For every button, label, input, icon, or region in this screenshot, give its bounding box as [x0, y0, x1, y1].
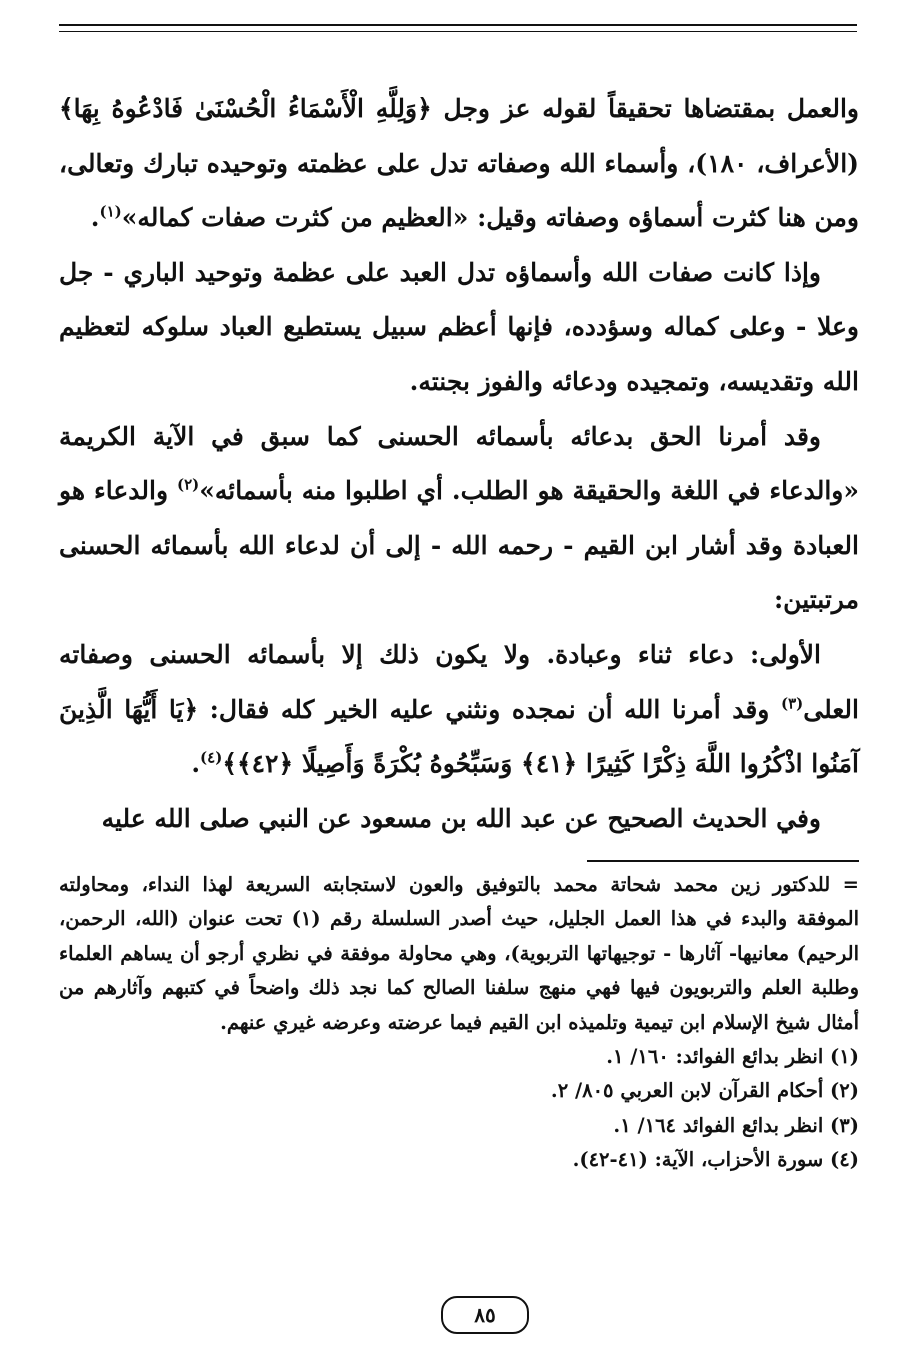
footnote-ref: (١) [99, 202, 122, 221]
text-span: وقد أمرنا الحق بدعائه بأسمائه الحسنى كما سبق في الآية الكريمة «والدعاء في اللغة والحقيقة هو الطلب. أي اطلبوا منه بأسمائه» [59, 421, 860, 506]
text-span: . [191, 749, 201, 779]
paragraph-4 [59, 628, 859, 792]
footnote-ref: (٤) [200, 748, 223, 767]
footnote-item: (٤) سورة الأحزاب، الآية: (٤١-٤٢). [572, 1148, 859, 1172]
quran-verse: يَا أَيُّهَا الَّذِينَ آمَنُوا اذْكُرُوا اللَّهَ ذِكْرًا كَثِيرًا ﴿٤١﴾ وَسَبِّحُوهُ بُكْرَةً وَأَصِيلًا ﴿٤٢﴾ [59, 694, 859, 779]
footnote-item: (٢) أحكام القرآن لابن العربي ٨٠٥/ ٢. [550, 1079, 859, 1103]
paragraph-5: وفي الحديث الصحيح عن عبد الله بن مسعود عن النبي صلى الله عليه [101, 803, 821, 833]
text-span: والدعاء هو العبادة وقد أشار ابن القيم - رحمه الله - إلى أن لدعاء الله بأسمائه الحسنى مرتبتين: [59, 476, 859, 615]
text-span: الأولى: دعاء ثناء وعبادة. ولا يكون ذلك إلا بأسمائه الحسنى وصفاته العلى [59, 639, 859, 724]
paragraph-3 [59, 410, 859, 628]
footnote-ref: (٢) [177, 475, 200, 494]
text-span: والعمل بمقتضاها تحقيقاً لقوله عز وجل ﴿ [417, 94, 859, 123]
text-span: . [90, 203, 100, 233]
main-text [59, 82, 859, 846]
footnote-ref: (٣) [780, 694, 804, 713]
text-span: ﴾ (الأعراف، ١٨٠)، وأسماء الله وصفاته تدل على عظمته وتوحيده تبارك وتعالى، ومن هنا كثرت أسماؤه وصفاته وقيل: «العظيم من كثرت صفات كماله» [59, 94, 859, 233]
footnote-separator [587, 860, 859, 862]
footnote-item: (١) انظر بدائع الفوائد: ١٦٠/ ١. [606, 1045, 859, 1069]
footnote-continuation: = للدكتور زين محمد شحاتة محمد بالتوفيق والعون لاستجابته السريعة لهذا النداء، ومحاولته الموفقة والبدء في هذا العمل الجليل، حيث أصدر السلسلة رقم (١) تحت عنوان (الله، الرحمن، الرحيم) معانيها- آثارها - توجيهاتها التربوية)، وهي محاولة موفقة في نظري أرجو أن يساهم العلماء وطلبة العلم والتربويون فيها فهي منهج سلفنا الصالح كما نجد ذلك واضحاً في كتبهم وآثارهم من أمثال شيخ الإسلام ابن تيمية وتلميذه ابن القيم فيما عرضته وعرضه غيري عنهم. [59, 873, 860, 1034]
paragraph-1 [59, 82, 859, 246]
page-number: ٨٥ [441, 1296, 529, 1334]
footnote-item: (٣) انظر بدائع الفوائد ١٦٤/ ١. [613, 1113, 859, 1137]
text-span: وقد أمرنا الله أن نمجده ونثني عليه الخير كله فقال: ﴿ [183, 694, 781, 724]
text-span: ﴾ [222, 749, 237, 779]
footnotes [59, 868, 859, 1178]
header-rule-thin [59, 31, 857, 32]
quran-verse: وَلِلَّهِ الْأَسْمَاءُ الْحُسْنَىٰ فَادْعُوهُ بِهَا [73, 94, 418, 123]
paragraph-2: وإذا كانت صفات الله وأسماؤه تدل العبد على عظمة وتوحيد الباري - جل وعلا - وعلى كماله وسؤدده، فإنها أعظم سبيل يستطيع العباد سلوكه لتعظيم الله وتقديسه، وتمجيده ودعائه والفوز بجنته. [59, 257, 859, 396]
header-rule [59, 24, 857, 26]
